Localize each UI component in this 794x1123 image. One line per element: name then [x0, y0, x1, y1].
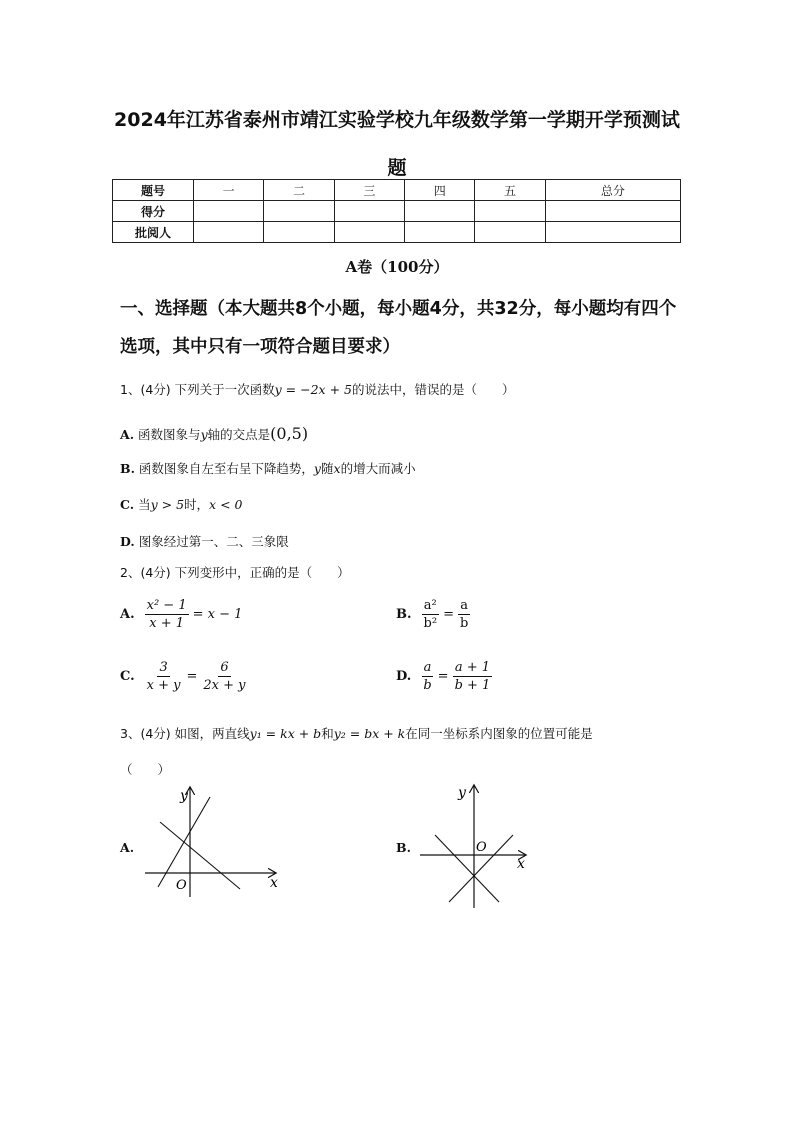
- score-row: [113, 201, 681, 222]
- q2-option-b[interactable]: B. $\frac{\text{a²}}{\text{b²}}$ = $\frac{a}{b}$: [396, 598, 469, 631]
- q2-option-c[interactable]: C. $\frac{3}{x + y}$ = $\frac{6}{2x + y}$: [120, 660, 246, 693]
- header-cell: 三: [334, 180, 404, 201]
- volume-heading: A卷（100分）: [345, 258, 449, 276]
- line-y2: [160, 822, 240, 889]
- header-cell: 一: [194, 180, 264, 201]
- q1-expression: y = −2x + 5: [274, 382, 352, 397]
- line-y1: [435, 835, 499, 902]
- row-label: 批阅人: [113, 222, 194, 243]
- q3-graph-b[interactable]: [415, 780, 540, 912]
- score-cell[interactable]: [194, 201, 264, 222]
- reviewer-cell[interactable]: [475, 222, 545, 243]
- section-heading: 一、选择题（本大题共8个小题，每小题4分，共32分，每小题均有四个选项，其中只有一项符合题目要求）: [120, 299, 677, 357]
- score-cell[interactable]: [405, 201, 475, 222]
- score-cell[interactable]: [545, 201, 680, 222]
- q1-option-a[interactable]: A. 函数图象与y轴的交点是(0,5): [120, 424, 309, 443]
- score-cell[interactable]: [334, 201, 404, 222]
- header-cell: 总分: [545, 180, 680, 201]
- q3-option-b-label[interactable]: B.: [396, 840, 411, 855]
- title-line-2: 题: [387, 157, 407, 179]
- q2-option-a[interactable]: A. $\frac{\text{x² − 1}}{x + 1}$ = x − 1: [120, 598, 243, 631]
- q3-option-a-label[interactable]: A.: [120, 840, 135, 855]
- q1-option-b[interactable]: B. 函数图象自左至右呈下降趋势，y随x的增大而减小: [120, 461, 416, 476]
- question-3-paren: （ ）: [120, 762, 171, 777]
- header-cell: 四: [405, 180, 475, 201]
- x-axis-label: x: [270, 875, 278, 891]
- row-label: 得分: [113, 201, 194, 222]
- score-cell[interactable]: [475, 201, 545, 222]
- q1-option-c[interactable]: C. 当y > 5时，x < 0: [120, 497, 243, 512]
- score-table-header-row: [113, 180, 681, 201]
- y-axis-label: y: [458, 785, 466, 801]
- reviewer-cell[interactable]: [405, 222, 475, 243]
- reviewer-cell[interactable]: [264, 222, 334, 243]
- reviewer-cell[interactable]: [545, 222, 680, 243]
- y-axis-label: y: [180, 788, 188, 804]
- page-title: [110, 96, 684, 192]
- header-cell: 题号: [113, 180, 194, 201]
- q3-graph-a[interactable]: [140, 782, 290, 902]
- score-cell[interactable]: [264, 201, 334, 222]
- origin-label: O: [176, 878, 187, 893]
- reviewer-cell[interactable]: [334, 222, 404, 243]
- score-table: [112, 179, 681, 243]
- reviewer-row: [113, 222, 681, 243]
- q2-option-d[interactable]: D. $\frac{a}{b}$ = $\frac{a + 1}{b + 1}$: [396, 660, 491, 693]
- question-2-stem: 2、(4分) 下列变形中，正确的是（ ）: [120, 565, 350, 580]
- x-axis-label: x: [517, 856, 525, 872]
- question-3-stem: 3、(4分) 如图，两直线y₁ = kx + b和y₂ = bx + k在同一坐标系内图象的位置可能是: [120, 726, 593, 741]
- q1-option-d[interactable]: D. 图象经过第一、二、三象限: [120, 534, 289, 549]
- header-cell: 二: [264, 180, 334, 201]
- origin-label: O: [476, 840, 487, 855]
- question-1-stem: 1、(4分) 下列关于一次函数y = −2x + 5的说法中，错误的是（ ）: [120, 382, 515, 397]
- header-cell: 五: [475, 180, 545, 201]
- reviewer-cell[interactable]: [194, 222, 264, 243]
- title-line-1: 2024年江苏省泰州市靖江实验学校九年级数学第一学期开学预测试: [114, 109, 680, 131]
